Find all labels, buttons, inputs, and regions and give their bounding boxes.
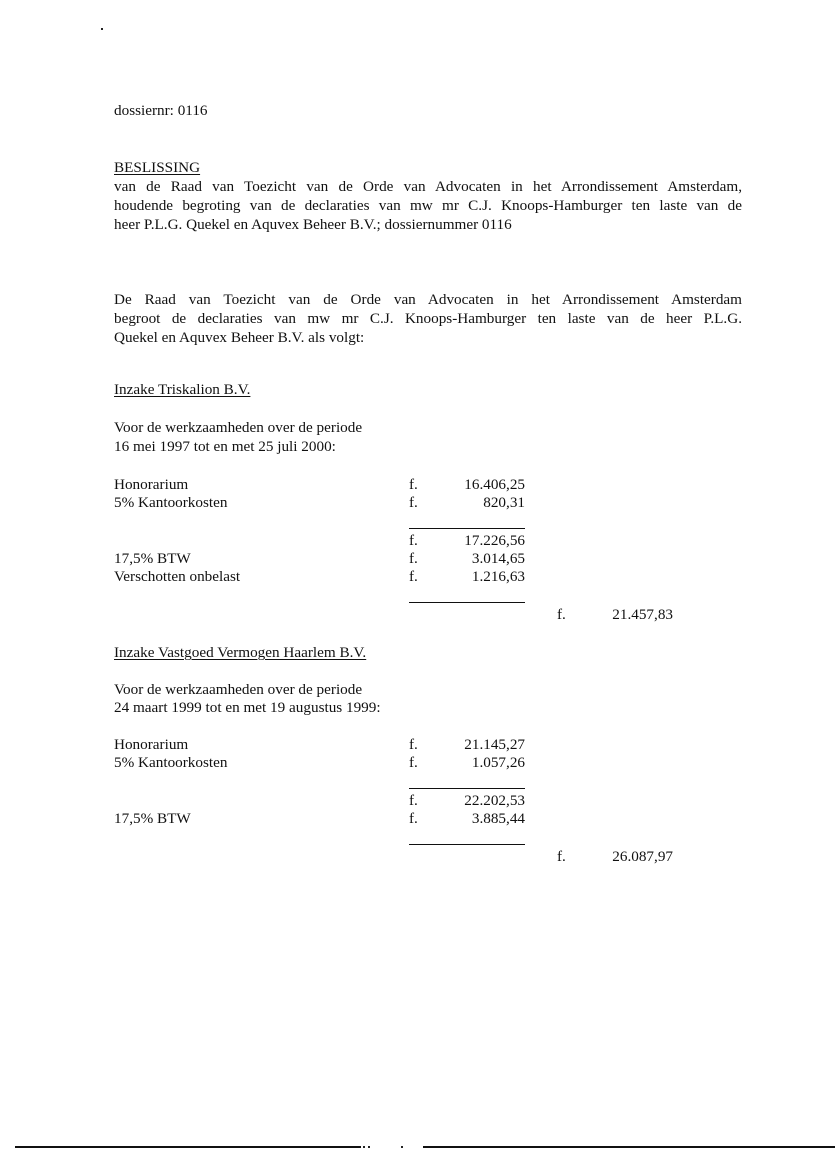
scan-edge-line [15, 1146, 361, 1148]
line-item-label: Verschotten onbelast [114, 568, 241, 585]
scan-speck [101, 28, 103, 30]
subtotal-amount: 17.226,56 [464, 532, 525, 549]
currency-mark: f. [409, 810, 418, 827]
line-item-label: 17,5% BTW [114, 550, 191, 567]
body-line: begroot de declaraties van mw mr C.J. Knoops-Hamburger ten laste van de heer P.L.G. [114, 310, 742, 327]
line-item-amount: 1.057,26 [471, 754, 525, 771]
period-line: 16 mei 1997 tot en met 25 juli 2000: [114, 438, 336, 455]
line-item-amount: 3.885,44 [471, 810, 525, 827]
currency-mark: f. [557, 606, 566, 623]
section-title: Inzake Triskalion B.V. [114, 381, 251, 398]
line-item-amount: 1.216,63 [471, 568, 525, 585]
scan-edge-line [423, 1146, 835, 1148]
intro-line: heer P.L.G. Quekel en Aquvex Beheer B.V.; dossiernummer 0116 [114, 216, 512, 233]
decision-intro [114, 177, 742, 234]
currency-mark: f. [409, 476, 418, 493]
currency-mark: f. [409, 792, 418, 809]
total-rule [409, 844, 525, 845]
currency-mark: f. [409, 754, 418, 771]
body-line: De Raad van Toezicht van de Orde van Advocaten in het Arrondissement Amsterdam [114, 291, 742, 308]
intro-line: houdende begroting van de declaraties van mw mr C.J. Knoops-Hamburger ten laste van de [114, 197, 742, 214]
currency-mark: f. [409, 550, 418, 567]
section-title: Inzake Vastgoed Vermogen Haarlem B.V. [114, 644, 367, 661]
scan-speck [368, 1146, 370, 1148]
currency-mark: f. [409, 532, 418, 549]
subtotal-rule [409, 788, 525, 789]
line-item-label: 5% Kantoorkosten [114, 494, 228, 511]
subtotal-rule [409, 528, 525, 529]
currency-mark: f. [409, 736, 418, 753]
intro-line: van de Raad van Toezicht van de Orde van Advocaten in het Arrondissement Amsterdam, [114, 178, 742, 195]
section-total: 21.457,83 [612, 606, 673, 623]
line-item-amount: 16.406,25 [464, 476, 525, 493]
line-item-amount: 820,31 [483, 494, 525, 511]
period-line: Voor de werkzaamheden over de periode [114, 419, 363, 436]
decision-heading: BESLISSING [114, 159, 201, 176]
period-line: Voor de werkzaamheden over de periode [114, 681, 363, 698]
total-rule [409, 602, 525, 603]
line-item-label: 17,5% BTW [114, 810, 191, 827]
subtotal-amount: 22.202,53 [464, 792, 525, 809]
section-total: 26.087,97 [612, 848, 673, 865]
line-item-label: Honorarium [114, 476, 189, 493]
decision-body [114, 290, 742, 347]
dossier-number: dossiernr: 0116 [114, 102, 208, 119]
scan-speck [401, 1146, 403, 1148]
line-item-amount: 3.014,65 [471, 550, 525, 567]
period-line: 24 maart 1999 tot en met 19 augustus 1999: [114, 699, 381, 716]
currency-mark: f. [409, 568, 418, 585]
body-line: Quekel en Aquvex Beheer B.V. als volgt: [114, 329, 365, 346]
line-item-label: 5% Kantoorkosten [114, 754, 228, 771]
currency-mark: f. [557, 848, 566, 865]
line-item-label: Honorarium [114, 736, 189, 753]
line-item-amount: 21.145,27 [464, 736, 525, 753]
scan-speck [363, 1146, 365, 1148]
currency-mark: f. [409, 494, 418, 511]
